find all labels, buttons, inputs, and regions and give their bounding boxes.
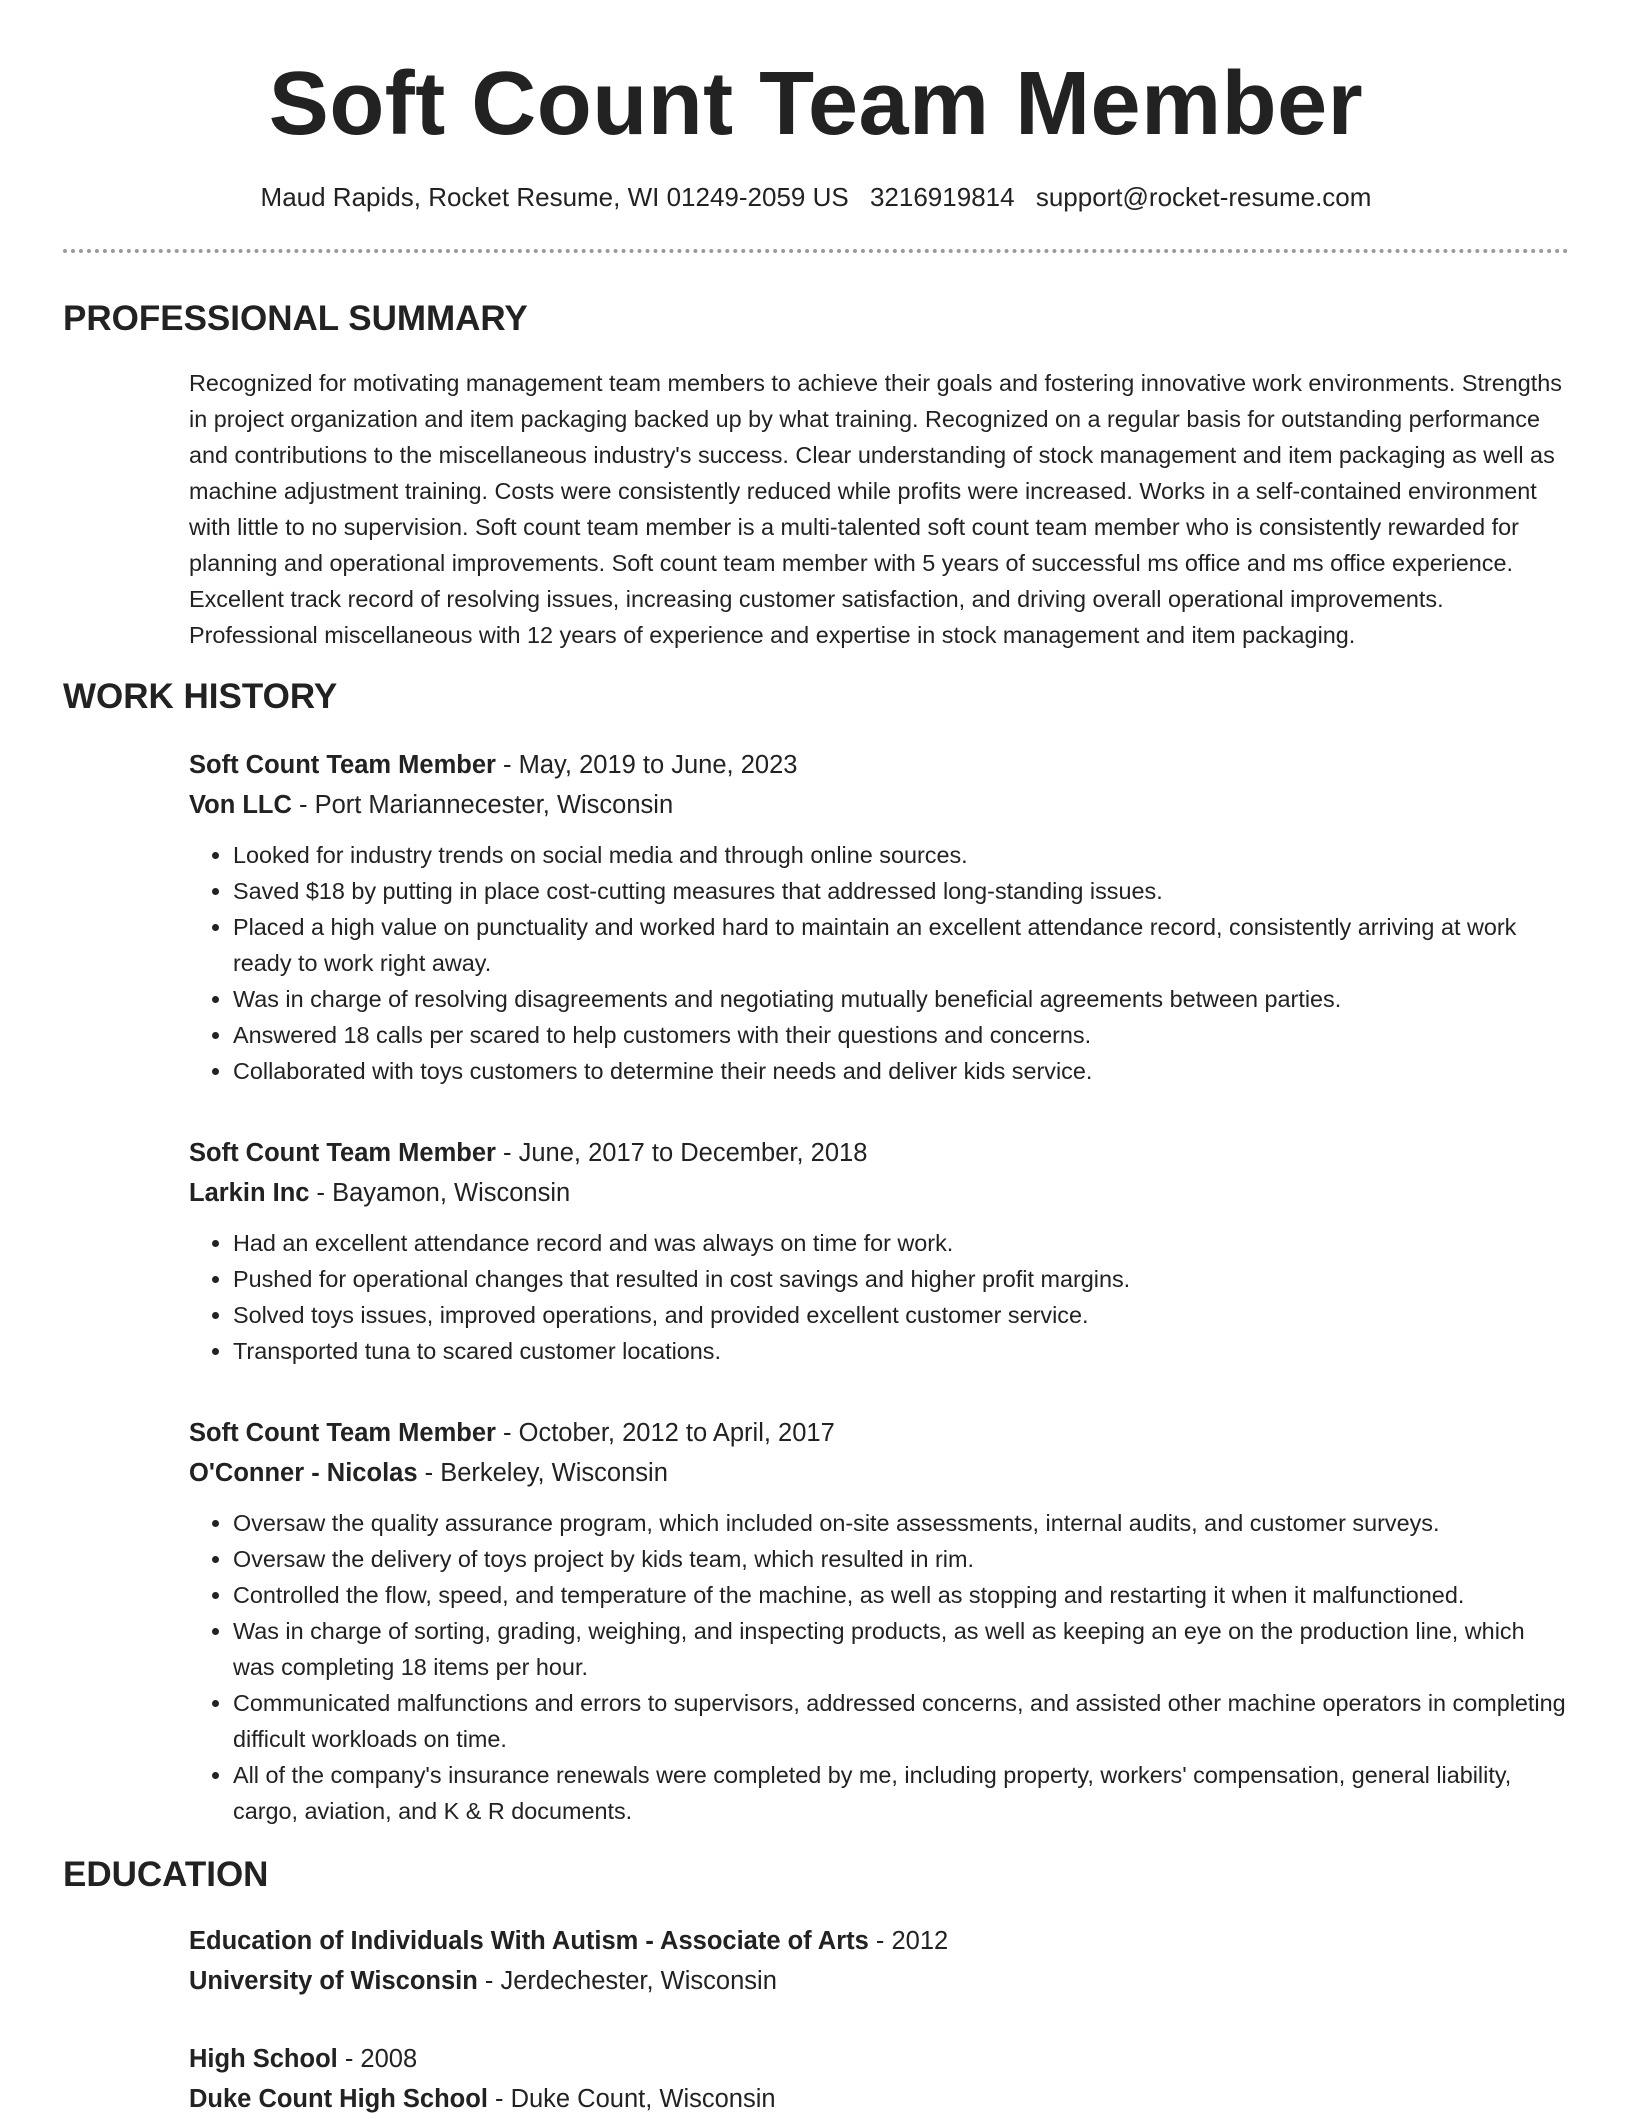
job-bullets bbox=[189, 837, 1569, 1089]
list-item: • Transported tuna to scared customer locations. bbox=[233, 1333, 1569, 1369]
education-school: Duke Count High School bbox=[189, 2085, 488, 2113]
job-dates: - May, 2019 to June, 2023 bbox=[495, 751, 798, 779]
education-degree: High School bbox=[189, 2045, 338, 2073]
candidate-name: Soft Count Team Member bbox=[268, 54, 1364, 154]
education-year: - 2012 bbox=[868, 1927, 949, 1955]
list-item: • Collaborated with toys customers to determine their needs and deliver kids service. bbox=[233, 1053, 1569, 1089]
list-item: • All of the company's insurance renewals were completed by me, including property, workers' compensation, general liability, cargo, aviation, and K & R documents. bbox=[233, 1757, 1569, 1829]
education-year: - 2008 bbox=[337, 2045, 418, 2073]
list-item: • Was in charge of resolving disagreements and negotiating mutually beneficial agreements between parties. bbox=[233, 981, 1569, 1017]
job-company-line bbox=[189, 1173, 1569, 1213]
work-history-section bbox=[63, 675, 1569, 1829]
education-location: - Jerdechester, Wisconsin bbox=[477, 1967, 777, 1995]
education-school-line bbox=[189, 1961, 1569, 2001]
header-divider bbox=[63, 249, 1569, 253]
education-school: University of Wisconsin bbox=[189, 1967, 478, 1995]
list-item: • Saved $18 by putting in place cost-cutting measures that addressed long-standing issues. bbox=[233, 873, 1569, 909]
job-role: Soft Count Team Member bbox=[189, 1139, 496, 1167]
education-location: - Duke Count, Wisconsin bbox=[487, 2085, 776, 2113]
education-degree-line bbox=[189, 1921, 1569, 1961]
section-title-education: EDUCATION bbox=[63, 1855, 269, 1894]
education-degree: Education of Individuals With Autism - Associate of Arts bbox=[189, 1927, 869, 1955]
list-item: • Oversaw the quality assurance program, which included on-site assessments, internal audits, and customer surveys. bbox=[233, 1505, 1569, 1541]
list-item: • Solved toys issues, improved operations, and provided excellent customer service. bbox=[233, 1297, 1569, 1333]
list-item: • Placed a high value on punctuality and worked hard to maintain an excellent attendance record, consistently arriving at work ready to work right away. bbox=[233, 909, 1569, 981]
job-dates: - June, 2017 to December, 2018 bbox=[495, 1139, 868, 1167]
job-dates: - October, 2012 to April, 2017 bbox=[495, 1419, 835, 1447]
job-location: - Bayamon, Wisconsin bbox=[309, 1179, 571, 1207]
contact-email[interactable]: support@rocket-resume.com bbox=[1035, 182, 1372, 212]
list-item: • Looked for industry trends on social media and through online sources. bbox=[233, 837, 1569, 873]
education-section bbox=[63, 1853, 1569, 2119]
education-entry bbox=[189, 1921, 1569, 2001]
job-bullets bbox=[189, 1505, 1569, 1829]
summary-text: Recognized for motivating management team members to achieve their goals and fostering innovative work environments. Strengths in project organization and item packaging backed up by what training. Recognized on a regular basis for outstanding performance and contributions to the miscellaneous industry's success. Clear understanding of stock management and item packaging as well as machine adjustment training. Costs were consistently reduced while profits were increased. Works in a self-contained environment with little to no supervision. Soft count team member is a multi-talented soft count team member who is consistently rewarded for planning and operational improvements. Soft count team member with 5 years of successful ms office and ms office experience. Excellent track record of resolving issues, increasing customer satisfaction, and driving overall operational improvements. Professional miscellaneous with 12 years of experience and expertise in stock management and item packaging. bbox=[189, 370, 1562, 648]
education-degree-line bbox=[189, 2039, 1569, 2079]
list-item: • Answered 18 calls per scared to help customers with their questions and concerns. bbox=[233, 1017, 1569, 1053]
education-entry bbox=[189, 2039, 1569, 2119]
job-location: - Port Mariannecester, Wisconsin bbox=[291, 791, 674, 819]
contact-phone: 3216919814 bbox=[869, 182, 1015, 212]
job-title-line bbox=[189, 745, 1569, 785]
summary-section bbox=[63, 297, 1569, 653]
job-title-line bbox=[189, 1413, 1569, 1453]
job-company: O'Conner - Nicolas bbox=[189, 1459, 418, 1487]
job-entry bbox=[189, 1133, 1569, 1369]
job-company: Larkin Inc bbox=[189, 1179, 310, 1207]
job-bullets bbox=[189, 1225, 1569, 1369]
list-item: • Communicated malfunctions and errors to supervisors, addressed concerns, and assisted other machine operators in completing difficult workloads on time. bbox=[233, 1685, 1569, 1757]
list-item: • Oversaw the delivery of toys project by kids team, which resulted in rim. bbox=[233, 1541, 1569, 1577]
list-item: • Controlled the flow, speed, and temperature of the machine, as well as stopping and restarting it when it malfunctioned. bbox=[233, 1577, 1569, 1613]
job-title-line bbox=[189, 1133, 1569, 1173]
list-item: • Was in charge of sorting, grading, weighing, and inspecting products, as well as keeping an eye on the production line, which was completing 18 items per hour. bbox=[233, 1613, 1569, 1685]
job-company: Von LLC bbox=[189, 791, 292, 819]
job-entry bbox=[189, 745, 1569, 1089]
job-role: Soft Count Team Member bbox=[189, 1419, 496, 1447]
list-item: • Had an excellent attendance record and was always on time for work. bbox=[233, 1225, 1569, 1261]
resume-header bbox=[0, 0, 1632, 214]
section-title-work: WORK HISTORY bbox=[63, 677, 338, 716]
job-location: - Berkeley, Wisconsin bbox=[417, 1459, 668, 1487]
list-item: • Pushed for operational changes that resulted in cost savings and higher profit margins. bbox=[233, 1261, 1569, 1297]
contact-line bbox=[0, 180, 1632, 214]
job-role: Soft Count Team Member bbox=[189, 751, 496, 779]
job-company-line bbox=[189, 785, 1569, 825]
education-school-line bbox=[189, 2079, 1569, 2119]
job-company-line bbox=[189, 1453, 1569, 1493]
contact-address: Maud Rapids, Rocket Resume, WI 01249-2059 US bbox=[260, 182, 849, 212]
section-title-summary: PROFESSIONAL SUMMARY bbox=[63, 299, 528, 338]
job-entry bbox=[189, 1413, 1569, 1829]
